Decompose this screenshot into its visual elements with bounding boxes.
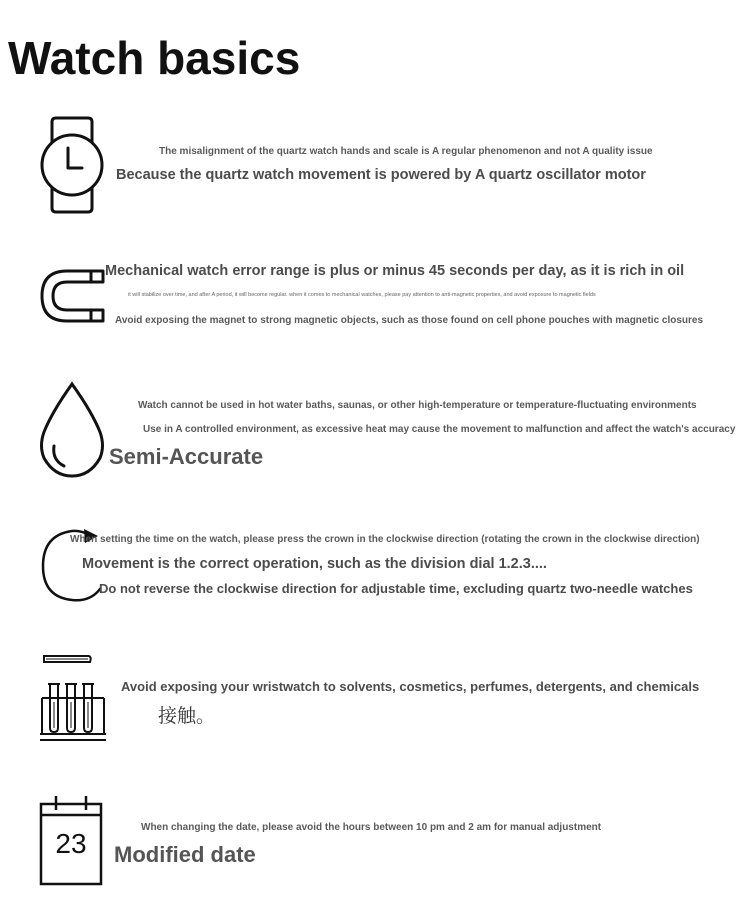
section-5-line-2: 接触。 xyxy=(158,705,216,727)
section-1-line-1: The misalignment of the quartz watch hands and scale is A regular phenomenon and not A quality issue xyxy=(159,146,653,157)
section-1-line-2: Because the quartz watch movement is powered by A quartz oscillator motor xyxy=(116,167,646,183)
section-3-line-2: Use in A controlled environment, as excessive heat may cause the movement to malfunction and affect the watch's accuracy xyxy=(143,424,736,435)
calendar-day-number: 23 xyxy=(55,828,87,859)
watch-icon xyxy=(38,116,106,214)
section-4-line-3: Do not reverse the clockwise direction for adjustable time, excluding quartz two-needle watches xyxy=(99,581,693,596)
section-5-line-1: Avoid exposing your wristwatch to solvents, cosmetics, perfumes, detergents, and chemicals xyxy=(121,679,700,694)
section-2-line-2: it will stabilize over time, and after A period, it will become regular. when it comes to mechanical watches, please pay attention to anti-magnetic properties, and avoid exposure to magnetic fields xyxy=(128,292,596,298)
section-2-line-3: Avoid exposing the magnet to strong magnetic objects, such as those found on cell phone pouches with magnetic closures xyxy=(115,315,704,326)
page-title: Watch basics xyxy=(8,32,301,84)
section-6-heading: Modified date xyxy=(114,842,256,867)
section-3-line-1: Watch cannot be used in hot water baths, saunas, or other high-temperature or temperature-fluctuating environments xyxy=(138,400,697,411)
section-2-line-1: Mechanical watch error range is plus or minus 45 seconds per day, as it is rich in oil xyxy=(105,263,685,279)
magnet-icon xyxy=(39,268,105,324)
section-6-line-1: When changing the date, please avoid the hours between 10 pm and 2 am for manual adjustment xyxy=(141,822,602,833)
section-3-heading: Semi-Accurate xyxy=(109,444,264,469)
water-drop-icon xyxy=(38,380,106,478)
test-tubes-icon xyxy=(38,652,108,744)
section-4-line-2: Movement is the correct operation, such as the division dial 1.2.3.... xyxy=(82,556,547,572)
calendar-icon xyxy=(38,794,104,886)
section-4-line-1: When setting the time on the watch, please press the crown in the clockwise direction (rotating the crown in the clockwise direction) xyxy=(70,534,700,545)
